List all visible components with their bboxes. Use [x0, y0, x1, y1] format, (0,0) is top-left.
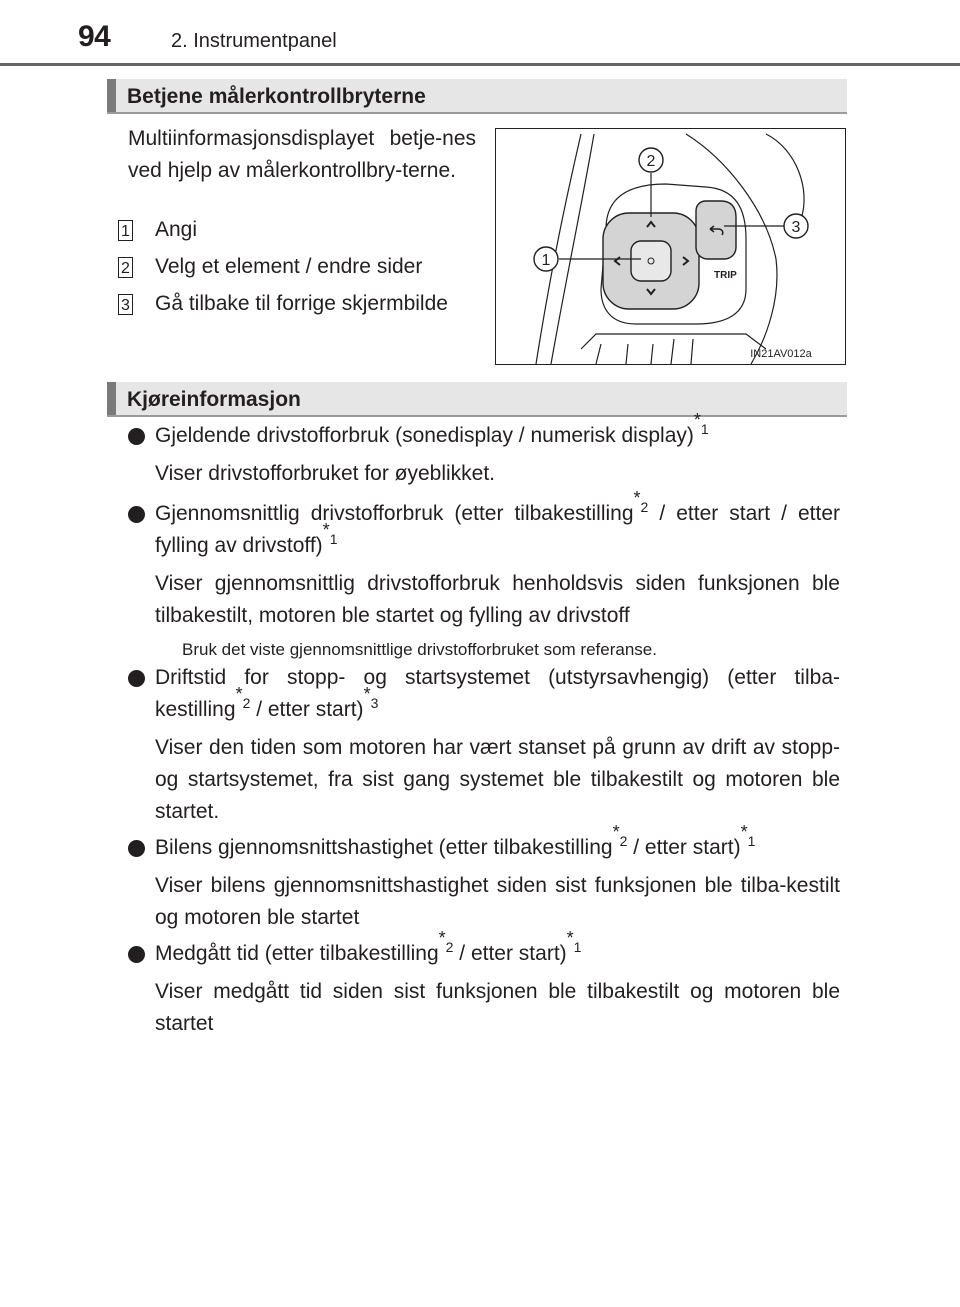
bullet-icon [128, 670, 145, 687]
item-title: Bilens gjennomsnittshastighet (etter tilbakestilling$^{*2}$ / etter start)$^{*1}$ [155, 822, 756, 859]
section-marker [107, 382, 116, 415]
bullet-icon [128, 506, 145, 523]
callout-text: Angi [155, 218, 198, 241]
item-description: Viser bilens gjennomsnittshastighet siden sist funksjonen ble tilba-kestilt og motoren ble startet [155, 874, 840, 929]
bullet-icon [128, 946, 145, 963]
item-title: Medgått tid (etter tilbakestilling$^{*2}$ / etter start)$^{*1}$ [155, 928, 582, 965]
callout-text: Gå tilbake til forrige skjermbilde [155, 292, 448, 315]
callout-number: 2 [118, 257, 133, 278]
callout-text: Velg et element / endre sider [155, 255, 423, 278]
list-item [128, 488, 840, 662]
callout-circle-label: 1 [541, 252, 551, 269]
back-button [696, 201, 736, 259]
driving-info-list [128, 410, 840, 1040]
page-number: 94 [78, 20, 111, 53]
item-description: Viser medgått tid siden sist funksjonen ble tilbakestilt og motoren ble startet [155, 980, 840, 1035]
bullet-icon [128, 840, 145, 857]
list-item [128, 410, 840, 490]
bullet-icon [128, 428, 145, 445]
wheel-spoke-curve [766, 134, 804, 219]
callout-number: 1 [118, 220, 133, 241]
steering-switch-figure [495, 128, 846, 365]
lower-switch-lines [596, 339, 693, 364]
item-description: Viser gjennomsnittlig drivstofforbruk henholdsvis siden funksjonen ble tilbakestilt, motoren ble startet og fylling av drivstoff [155, 572, 840, 627]
section-heading-meter-switches [107, 79, 847, 114]
enter-button [631, 241, 671, 281]
item-title: Gjeldende drivstofforbruk (sonedisplay / numerisk display)$^{*1}$ [155, 410, 709, 447]
steering-switch-illustration [496, 129, 846, 365]
wheel-rim-line [551, 134, 594, 364]
callout-circle-label: 3 [791, 219, 801, 236]
callout-number: 3 [118, 294, 133, 315]
section-heading-label: Betjene målerkontrollbryterne [127, 85, 426, 108]
list-item [128, 822, 840, 934]
header-rule [0, 63, 960, 66]
intro-text: Multiinformasjonsdisplayet betje-nes ved hjelp av målerkontrollbry-terne. [128, 127, 476, 182]
callout-circle-label: 2 [646, 153, 656, 170]
section-heading-driving-info [107, 382, 847, 417]
trip-label: TRIP [714, 270, 737, 281]
chapter-title: 2. Instrumentpanel [171, 30, 337, 52]
item-title: Gjennomsnittlig drivstofforbruk (etter tilbakestilling$^{*2}$ / etter start / etter fylling av drivstoff)$^{*1}$ [155, 488, 840, 557]
item-note: Bruk det viste gjennomsnittlige drivstofforbruket som referanse. [182, 640, 657, 659]
section-heading-label: Kjøreinformasjon [127, 388, 301, 411]
item-title: Driftstid for stopp- og startsystemet (utstyrsavhengig) (etter tilba-kestilling$^{*2}$ / etter start)$^{*3}$ [155, 666, 840, 721]
figure-code: IN21AV012a [750, 348, 812, 360]
section-marker [107, 79, 116, 112]
item-description: Viser den tiden som motoren har vært stanset på grunn av drift av stopp- og startsystemet, fra sist gang systemet ble tilbakestilt og motoren ble startet. [155, 736, 840, 823]
list-item [128, 928, 840, 1040]
list-item [128, 662, 840, 828]
item-description: Viser drivstofforbruket for øyeblikket. [155, 462, 496, 485]
